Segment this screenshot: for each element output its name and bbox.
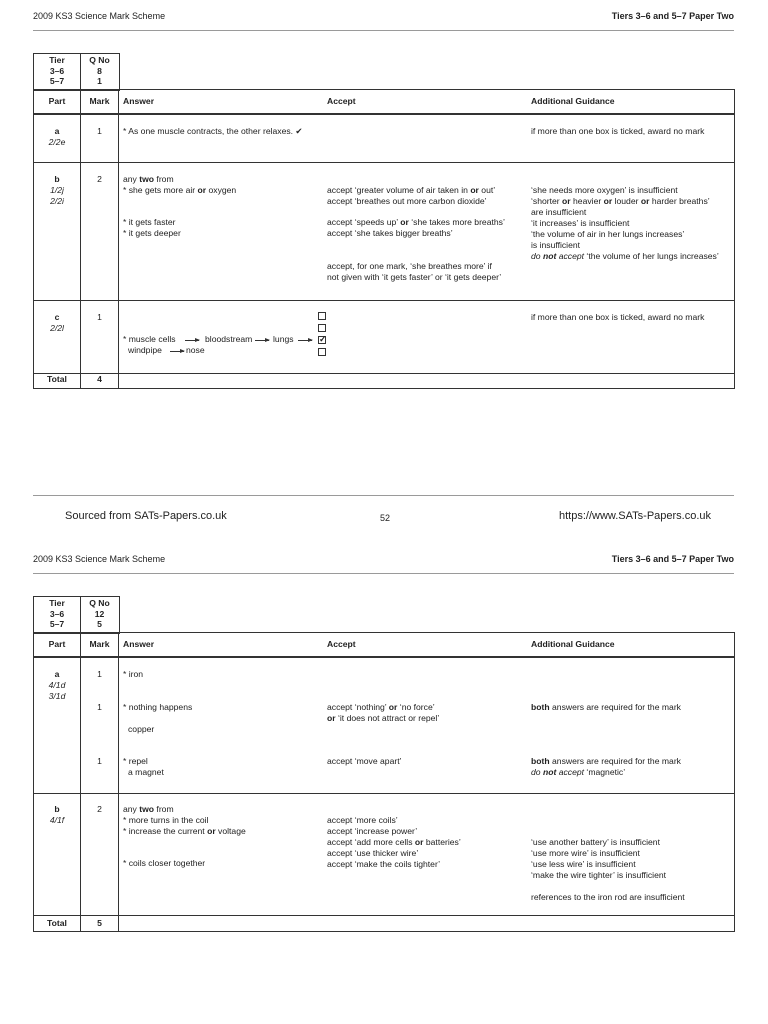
guidance-text: if more than one box is ticked, award no mark [531,126,705,136]
flow-step: windpipe [128,345,162,355]
col-part: Part [48,639,66,649]
accept-text: accept ‘move apart’ [327,756,402,766]
arrow-icon [185,340,199,341]
mark-value: 2 [97,804,102,814]
col-part: Part [48,96,66,106]
page-number: 52 [380,513,391,523]
part-label: b 4/1f [49,804,65,825]
col-accept: Accept [327,96,356,106]
header-paper: Tiers 3–6 and 5–7 Paper Two [611,554,734,564]
arrow-icon [298,340,312,341]
arrow-icon [255,340,269,341]
answer-text: copper [128,724,155,734]
footer-link[interactable]: https://www.SATs-Papers.co.uk [559,510,712,522]
mark-value: 1 [97,312,102,322]
header-title: 2009 KS3 Science Mark Scheme [33,554,166,564]
header-rule [33,573,734,574]
part-label: a 4/1d 3/1d [48,669,66,701]
checkbox-ticked [318,336,326,344]
col-answer: Answer [123,639,155,649]
footer-rule [33,495,734,496]
accept-text: accept, for one mark, ‘she breathes more’ if not given with ‘it gets faster’ or ‘it gets deeper’ [327,261,502,282]
tier-label: Tier 3–6 5–7 [49,55,65,86]
col-accept: Accept [327,639,356,649]
guidance-text: ‘use another battery’ is insufficient ‘use more wire’ is insufficient ‘use less wire’ is insufficient ‘make the wire tighter’ is insufficient [531,837,667,880]
checkbox [318,348,326,356]
header-title: 2009 KS3 Science Mark Scheme [33,11,166,21]
col-mark: Mark [89,639,110,649]
mark-value: 1 [97,126,102,136]
accept-text: accept ‘greater volume of air taken in or out’ accept ‘breathes out more carbon dioxide’ [327,185,496,206]
header-paper: Tiers 3–6 and 5–7 Paper Two [611,11,734,21]
arrow-icon [170,351,184,352]
guidance-text: both answers are required for the mark do not accept ‘magnetic’ [531,756,681,777]
total-value: 4 [97,374,102,384]
answer-text: * As one muscle contracts, the other relaxes. ✔ [123,126,303,136]
mark-value: 1 [97,702,102,712]
col-answer: Answer [123,96,155,106]
guidance-text: both answers are required for the mark [531,702,681,712]
col-guidance: Additional Guidance [531,96,615,106]
total-value: 5 [97,918,102,928]
answer-text: any two from * she gets more air or oxygen [123,174,237,195]
guidance-text: ‘she needs more oxygen’ is insufficient ‘shorter or heavier or louder or harder breaths’ are insufficient ‘it increases’ is insufficient ‘the volume of air in her lungs increases’ is insufficient do not accept ‘the volume of her lungs increases’ [531,185,719,261]
flow-step: nose [186,345,205,355]
part-label: c 2/2l [50,312,64,333]
accept-text: accept ‘speeds up’ or ‘she takes more breaths’ accept ‘she takes bigger breaths’ [327,217,505,238]
question-number: Q No 8 1 [89,55,110,86]
guidance-text: if more than one box is ticked, award no mark [531,312,705,322]
question-number: Q No 12 5 [89,598,110,629]
total-label: Total [47,374,67,384]
mark-value: 1 [97,669,102,679]
tier-label: Tier 3–6 5–7 [49,598,65,629]
answer-text: * repel [123,756,148,766]
mark-value: 2 [97,174,102,184]
flow-step: lungs [273,334,294,344]
checkbox [318,312,326,320]
guidance-text: references to the iron rod are insufficient [531,892,685,902]
answer-text: * it gets faster * it gets deeper [123,217,181,238]
part-label: a 2/2e [48,126,66,147]
flow-step: * muscle cells [123,334,176,344]
answer-text: a magnet [128,767,164,777]
total-label: Total [47,918,67,928]
header-rule [33,30,734,31]
accept-text: accept ‘nothing’ or ‘no force’ or ‘it does not attract or repel’ [327,702,440,723]
answer-text: * iron [123,669,144,679]
col-mark: Mark [89,96,110,106]
flow-step: bloodstream [205,334,253,344]
footer-source: Sourced from SATs-Papers.co.uk [65,510,227,522]
answer-text: any two from * more turns in the coil * increase the current or voltage [123,804,246,836]
answer-text: * coils closer together [123,858,206,868]
answer-text: * nothing happens [123,702,193,712]
part-label: b 1/2j 2/2i [50,174,64,206]
col-guidance: Additional Guidance [531,639,615,649]
checkbox [318,324,326,332]
mark-value: 1 [97,756,102,766]
accept-text: accept ‘more coils’ accept ‘increase power’ accept ‘add more cells or batteries’ accept ‘use thicker wire’ accept ‘make the coils tighter’ [327,815,461,869]
